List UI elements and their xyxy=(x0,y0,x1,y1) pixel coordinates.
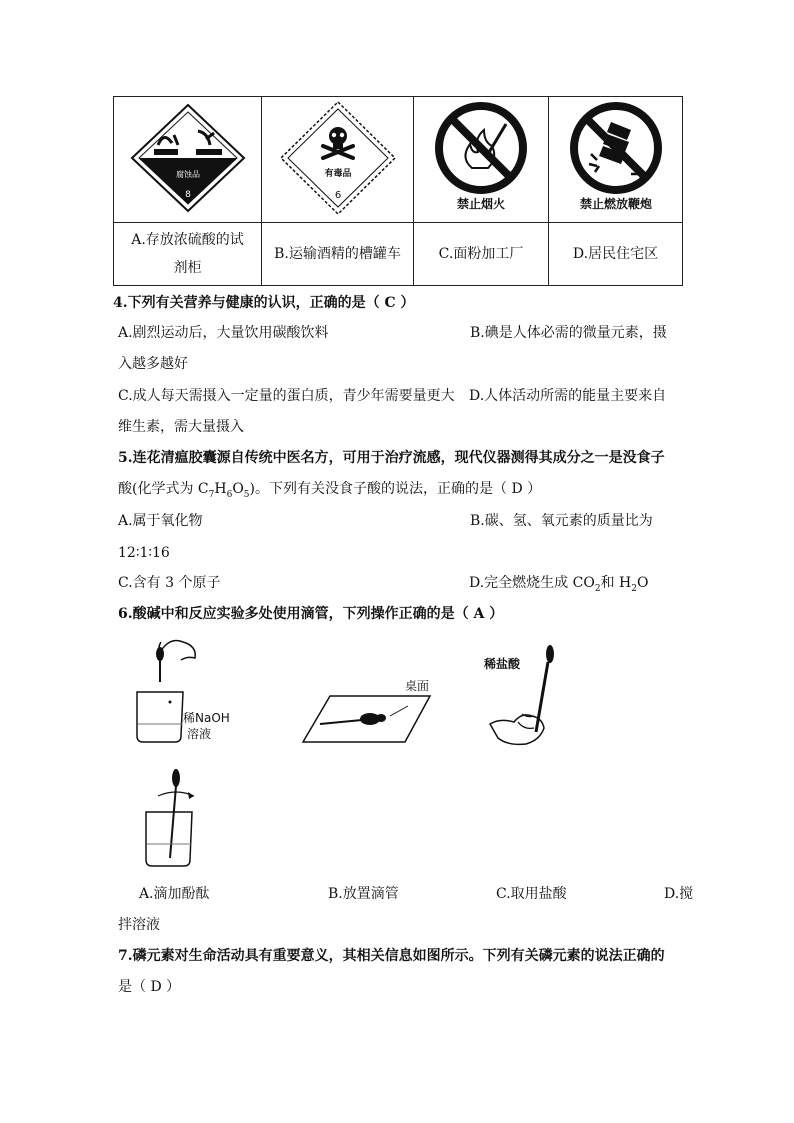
hazard-sign-table xyxy=(113,96,683,286)
q7-stem-line1: 7.磷元素对生命活动具有重要意义，其相关信息如图所示。下列有关磷元素的说法正确的 xyxy=(118,948,665,964)
q6-option-a: A.滴加酚酞 xyxy=(139,886,210,902)
toxic-sign-text: 有毒品 xyxy=(323,168,352,179)
naoh-label-line2: 溶液 xyxy=(187,727,212,741)
corrosive-hazard-icon xyxy=(128,103,248,213)
no-fire-sign-text: 禁止烟火 xyxy=(456,196,506,211)
toxic-hazard-icon xyxy=(278,100,398,216)
figure-take-hydrochloric-acid xyxy=(482,644,572,746)
toxic-sign-cell xyxy=(262,97,414,223)
no-fire-icon xyxy=(426,102,536,214)
q6-option-b: B.放置滴管 xyxy=(328,886,399,902)
q4-stem: 4.下列有关营养与健康的认识，正确的是（ C ） xyxy=(113,295,415,311)
q5-stem-line2: 酸(化学式为 $C_7H_6O_5$)。下列有关没食子酸的说法，正确的是（ D ） xyxy=(118,481,542,500)
q5-option-c: C.含有 3 个原子 xyxy=(118,575,221,591)
figure-add-phenolphthalein xyxy=(125,634,240,746)
q4-option-a: A.剧烈运动后，大量饮用碳酸饮料 xyxy=(118,325,329,341)
toxic-sign-number: 6 xyxy=(334,189,341,201)
corrosive-sign-number: 8 xyxy=(184,189,191,200)
no-firecracker-sign-cell xyxy=(549,97,683,223)
q6-option-d-line1: D.搅 xyxy=(664,886,694,902)
desk-label: 桌面 xyxy=(405,679,430,693)
figure-stir-solution xyxy=(140,766,210,870)
corrosive-sign-cell xyxy=(114,97,262,223)
q5-option-b-line2: 12∶1∶16 xyxy=(118,545,170,561)
caption-b: B.运输酒精的槽罐车 xyxy=(262,223,414,286)
no-fire-sign-cell xyxy=(414,97,549,223)
q6-stem: 6.酸碱中和反应实验多处使用滴管，下列操作正确的是（ A ） xyxy=(118,606,504,622)
q5-option-b-line1: B.碳、氢、氧元素的质量比为 xyxy=(470,513,653,529)
no-firecracker-icon xyxy=(561,102,671,214)
caption-a: A.存放浓硫酸的试剂柜 xyxy=(114,223,262,286)
q6-option-d-line2: 拌溶液 xyxy=(118,917,160,933)
q4-option-c: C.成人每天需摄入一定量的蛋白质，青少年需要量更大 xyxy=(118,388,455,404)
corrosive-sign-text: 腐蚀品 xyxy=(175,169,200,179)
q5-option-d: D.完全燃烧生成 $CO_2$和 $H_2O$ xyxy=(469,575,649,594)
caption-d: D.居民住宅区 xyxy=(549,223,683,286)
no-firecracker-sign-text: 禁止燃放鞭炮 xyxy=(579,196,652,211)
q5-option-a: A.属于氧化物 xyxy=(118,513,203,529)
q4-option-d-line1: D.人体活动所需的能量主要来自 xyxy=(469,388,667,404)
q5-stem-line1: 5.连花清瘟胶囊源自传统中医名方，可用于治疗流感，现代仪器测得其成分之一是没食子 xyxy=(118,450,665,466)
q4-option-b-line1: B.碘是人体必需的微量元素，摄 xyxy=(470,325,667,341)
figure-place-dropper xyxy=(300,676,435,746)
naoh-label-line1: 稀NaOH xyxy=(183,711,230,725)
q7-stem-line2: 是（ D ） xyxy=(118,979,181,995)
q4-option-b-line2: 入越多越好 xyxy=(118,356,188,372)
q6-option-c: C.取用盐酸 xyxy=(496,886,567,902)
caption-c: C.面粉加工厂 xyxy=(414,223,549,286)
q4-option-d-line2: 维生素，需大量摄入 xyxy=(118,419,244,435)
hcl-label: 稀盐酸 xyxy=(484,657,521,671)
